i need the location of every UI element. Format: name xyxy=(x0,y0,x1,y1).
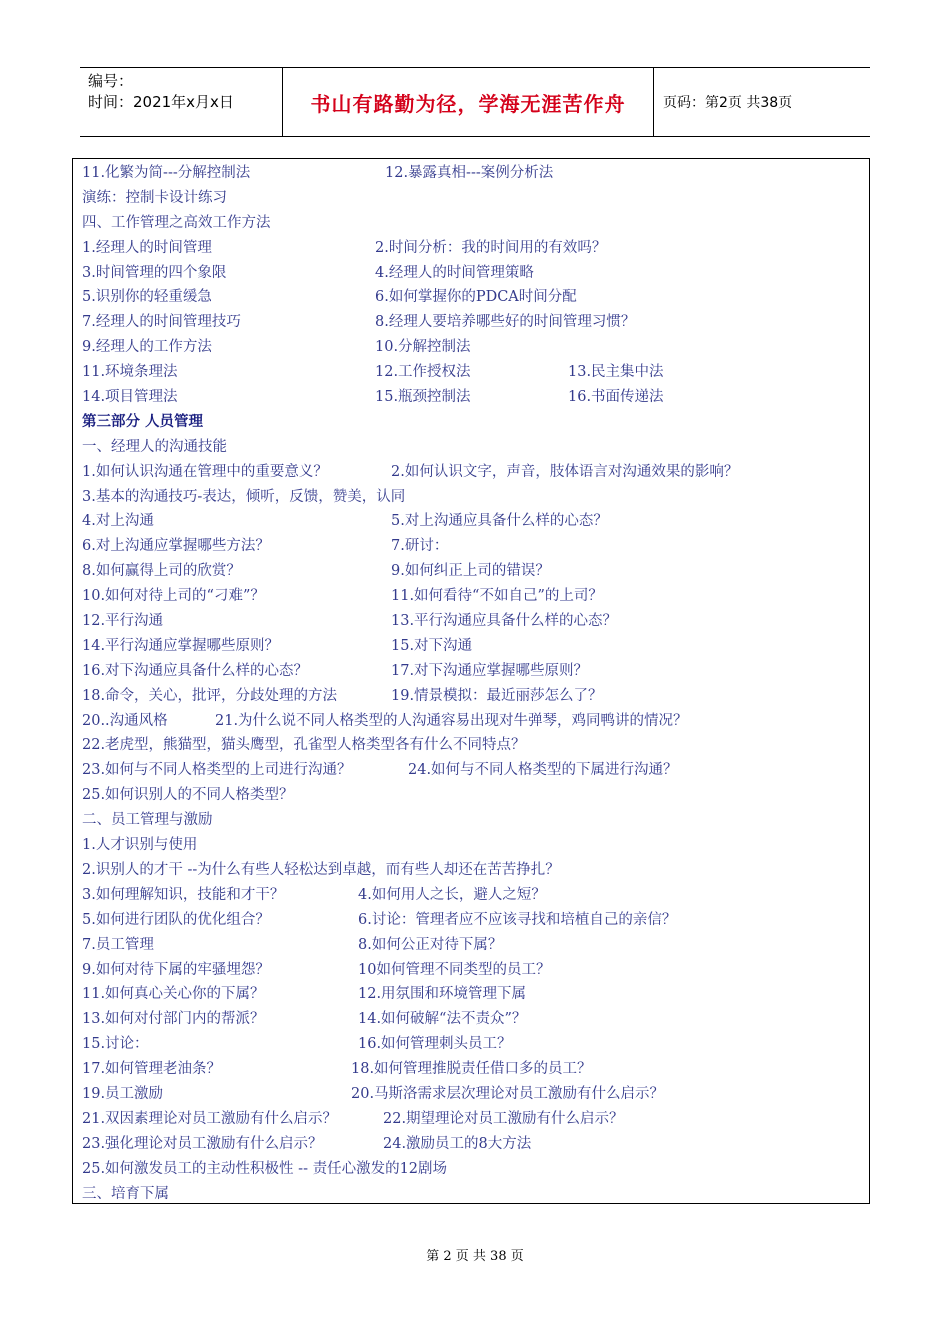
line-text: 8.如何公正对待下属？ xyxy=(358,936,503,953)
line-text: 8.经理人要培养哪些好的时间管理习惯？ xyxy=(375,314,636,331)
line-text: 12.平行沟通 xyxy=(82,613,164,630)
line-text: 10.如何对待上司的“刁难”？ xyxy=(82,588,265,605)
content-box xyxy=(72,158,870,1204)
line-text: 第三部分 人员管理 xyxy=(82,413,204,430)
content-line xyxy=(82,360,869,385)
content-line xyxy=(82,559,869,584)
content-line xyxy=(82,584,869,609)
line-text: 5.对上沟通应具备什么样的心态？ xyxy=(391,513,608,530)
line-text: 2.识别人的才干 --为什么有些人轻松达到卓越，而有些人却还在苦苦挣扎？ xyxy=(82,861,560,878)
line-text: 11.化繁为简---分解控制法 xyxy=(82,165,251,181)
content-line xyxy=(82,709,869,734)
content-line xyxy=(82,161,869,186)
page-header xyxy=(80,67,870,137)
line-text: 8.如何赢得上司的欣赏？ xyxy=(82,563,241,580)
content-line xyxy=(82,684,869,709)
line-text: 23.如何与不同人格类型的上司进行沟通？ xyxy=(82,762,352,779)
line-text: 3.如何理解知识，技能和才干？ xyxy=(82,886,285,903)
content-line xyxy=(82,908,869,933)
line-text: 12.暴露真相---案例分析法 xyxy=(385,165,554,181)
line-text: 13.平行沟通应具备什么样的心态？ xyxy=(391,613,618,630)
line-text: 3.基本的沟通技巧-表达，倾听，反馈，赞美，认同 xyxy=(82,488,406,505)
content-line xyxy=(82,1082,869,1107)
line-text: 11.如何看待“不如自己”的上司？ xyxy=(391,588,603,605)
content-line xyxy=(82,460,869,485)
line-text: 15.对下沟通 xyxy=(391,637,473,654)
line-text: 21.双因素理论对员工激励有什么启示？ xyxy=(82,1110,338,1127)
line-text: 16.如何管理刺头员工？ xyxy=(358,1036,512,1053)
line-text: 21.为什么说不同人格类型的人沟通容易出现对牛弹琴，鸡同鸭讲的情况？ xyxy=(215,712,688,729)
content-line xyxy=(82,609,869,634)
line-text: 22.期望理论对员工激励有什么启示？ xyxy=(383,1110,624,1127)
content-line xyxy=(82,1182,869,1207)
content-line xyxy=(82,958,869,983)
line-text: 23.强化理论对员工激励有什么启示？ xyxy=(82,1135,323,1152)
line-text: 演练：控制卡设计练习 xyxy=(82,189,227,206)
line-text: 13.民主集中法 xyxy=(568,364,664,381)
line-text: 12.用氛围和环境管理下属 xyxy=(358,986,527,1003)
line-text: 1.如何认识沟通在管理中的重要意义？ xyxy=(82,463,328,480)
line-text: 1.人才识别与使用 xyxy=(82,837,198,854)
line-text: 7.员工管理 xyxy=(82,936,154,953)
content-line xyxy=(82,485,869,510)
line-text: 17.如何管理老油条？ xyxy=(82,1061,222,1078)
line-text: 19.情景模拟：最近丽莎怎么了？ xyxy=(391,687,603,704)
content-line xyxy=(82,261,869,286)
line-text: 24.激励员工的8大方法 xyxy=(383,1135,532,1152)
content-line xyxy=(82,335,869,360)
content-line xyxy=(82,509,869,534)
line-text: 4.对上沟通 xyxy=(82,513,154,530)
line-text: 3.时间管理的四个象限 xyxy=(82,264,227,281)
line-text: 6.如何掌握你的PDCA时间分配 xyxy=(375,289,577,306)
content-line xyxy=(82,982,869,1007)
line-text: 25.如何识别人的不同人格类型？ xyxy=(82,787,294,804)
line-text: 20.马斯洛需求层次理论对员工激励有什么启示？ xyxy=(351,1085,665,1102)
content-line xyxy=(82,236,869,261)
content-line xyxy=(82,534,869,559)
content-line xyxy=(82,1132,869,1157)
line-text: 19.员工激励 xyxy=(82,1085,164,1102)
line-text: 9.如何对待下属的牢骚埋怨？ xyxy=(82,961,270,978)
line-text: 9.经理人的工作方法 xyxy=(82,339,212,356)
line-text: 7.经理人的时间管理技巧 xyxy=(82,314,241,331)
line-text: 6.对上沟通应掌握哪些方法？ xyxy=(82,538,270,555)
line-text: 17.对下沟通应掌握哪些原则？ xyxy=(391,662,589,679)
line-text: 12.工作授权法 xyxy=(375,364,471,381)
line-text: 18.如何管理推脱责任借口多的员工？ xyxy=(351,1061,592,1078)
line-text: 4.经理人的时间管理策略 xyxy=(375,264,534,281)
line-text: 11.环境条理法 xyxy=(82,364,178,381)
header-meta xyxy=(80,68,282,136)
line-text: 6.讨论：管理者应不应该寻找和培植自己的亲信？ xyxy=(358,911,677,928)
line-text: 10.分解控制法 xyxy=(375,339,471,356)
content-line xyxy=(82,310,869,335)
content-line xyxy=(82,435,869,460)
line-text: 5.如何进行团队的优化组合？ xyxy=(82,911,270,928)
line-text: 2.时间分析：我的时间用的有效吗？ xyxy=(375,239,607,256)
line-text: 7.研讨： xyxy=(391,538,449,555)
content-line xyxy=(82,1157,869,1182)
number-label: 编号： xyxy=(88,72,134,90)
line-text: 15.讨论： xyxy=(82,1036,149,1053)
page-footer: 第 2 页 共 38 页 xyxy=(426,1249,524,1264)
line-text: 25.如何激发员工的主动性积极性 -- 责任心激发的12剧场 xyxy=(82,1160,448,1177)
line-text: 18.命令，关心，批评，分歧处理的方法 xyxy=(82,687,338,704)
content-line xyxy=(82,1032,869,1057)
content-line xyxy=(82,833,869,858)
line-text: 四、工作管理之高效工作方法 xyxy=(82,214,271,231)
content-line xyxy=(82,1107,869,1132)
content-line xyxy=(82,933,869,958)
content-line xyxy=(82,858,869,883)
content-line xyxy=(82,211,869,236)
line-text: 13.如何对付部门内的帮派？ xyxy=(82,1011,265,1028)
line-text: 20..沟通风格 xyxy=(82,712,168,729)
line-text: 10如何管理不同类型的员工？ xyxy=(358,961,551,978)
line-text: 一、经理人的沟通技能 xyxy=(82,438,227,455)
line-text: 16.书面传递法 xyxy=(568,389,664,406)
header-motto: 书山有路勤为径，学海无涯苦作舟 xyxy=(282,68,654,136)
line-text: 4.如何用人之长，避人之短？ xyxy=(358,886,546,903)
content-line xyxy=(82,1057,869,1082)
time-label: 时间：2021年x月x日 xyxy=(88,93,234,111)
content-line xyxy=(82,733,869,758)
content-line xyxy=(82,1007,869,1032)
line-text: 15.瓶颈控制法 xyxy=(375,389,471,406)
line-text: 14.如何破解“法不责众”？ xyxy=(358,1011,527,1028)
content-line xyxy=(82,385,869,410)
content-line xyxy=(82,634,869,659)
content-line xyxy=(82,808,869,833)
content-line xyxy=(82,783,869,808)
line-text: 16.对下沟通应具备什么样的心态？ xyxy=(82,662,309,679)
line-text: 14.平行沟通应掌握哪些原则？ xyxy=(82,637,280,654)
content-line xyxy=(82,758,869,783)
content-line xyxy=(82,659,869,684)
line-text: 1.经理人的时间管理 xyxy=(82,239,212,256)
line-text: 二、员工管理与激励 xyxy=(82,812,213,829)
header-page-info: 页码：第2页 共38页 xyxy=(663,95,793,111)
line-text: 三、培育下属 xyxy=(82,1185,169,1202)
line-text: 9.如何纠正上司的错误？ xyxy=(391,563,550,580)
line-text: 2.如何认识文字，声音，肢体语言对沟通效果的影响？ xyxy=(391,463,739,480)
line-text: 22.老虎型，熊猫型，猫头鹰型，孔雀型人格类型各有什么不同特点？ xyxy=(82,737,526,754)
line-text: 11.如何真心关心你的下属？ xyxy=(82,986,265,1003)
line-text: 14.项目管理法 xyxy=(82,389,178,406)
content-line xyxy=(82,186,869,211)
content-line xyxy=(82,883,869,908)
content-line xyxy=(82,285,869,310)
section-heading xyxy=(82,410,869,435)
line-text: 24.如何与不同人格类型的下属进行沟通？ xyxy=(408,762,678,779)
line-text: 5.识别你的轻重缓急 xyxy=(82,289,212,306)
